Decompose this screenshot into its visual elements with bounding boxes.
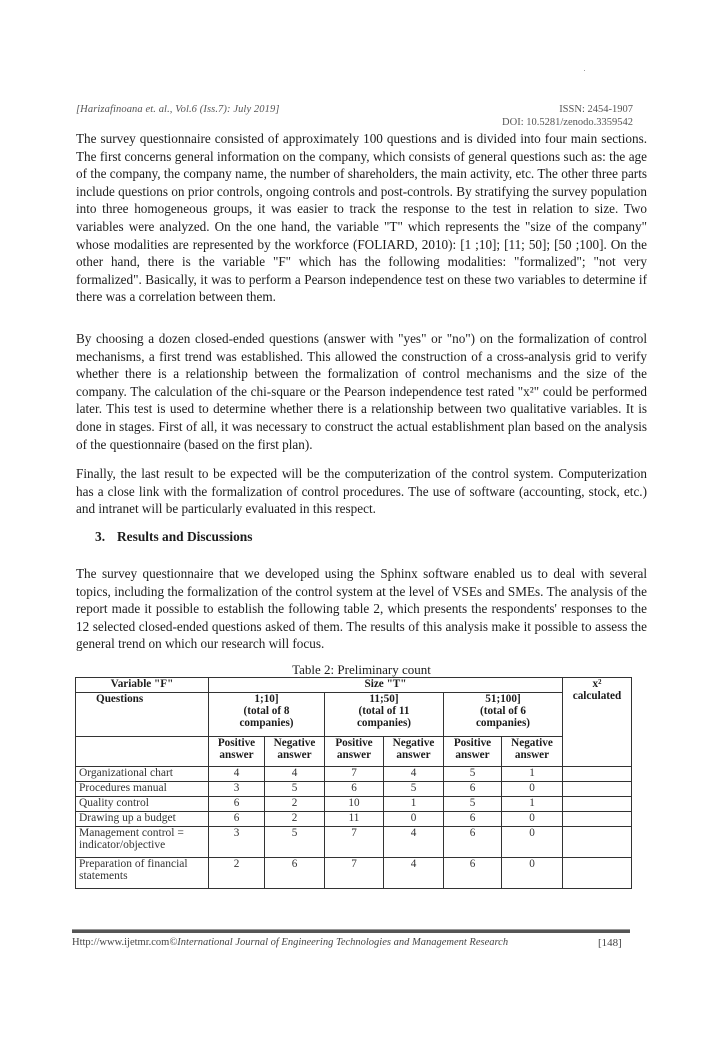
- preliminary-count-table: [75, 677, 632, 889]
- paragraph-results: The survey questionnaire that we developed using the Sphinx software enabled us to deal with several topics, including the formalization of the control system at the level of VSEs and SMEs. The analysis of the report made it possible to establish the following table 2, which presents the respondents' responses to the 12 selected closed-ended questions asked of them. The results of this analysis make it possible to assess the general trend on which our research will focus.: [76, 566, 647, 652]
- question-cell: Drawing up a budget: [76, 812, 209, 827]
- negative-count-cell: 5: [384, 782, 444, 797]
- page-number: [148]: [598, 937, 622, 949]
- question-cell: Management control = indicator/objective: [76, 827, 209, 858]
- chi-square-cell: [563, 782, 632, 797]
- variable-f-header: Variable "F": [76, 678, 209, 693]
- negative-count-cell: 0: [502, 812, 563, 827]
- chi-square-cell: [563, 858, 632, 889]
- doi: DOI: 10.5281/zenodo.3359542: [502, 116, 633, 128]
- negative-answer-header: Negative answer: [384, 737, 444, 767]
- negative-count-cell: 1: [384, 797, 444, 812]
- positive-count-cell: 7: [325, 827, 384, 858]
- negative-count-cell: 0: [502, 858, 563, 889]
- positive-count-cell: 6: [444, 827, 502, 858]
- chi-square-cell: [563, 827, 632, 858]
- chi-square-cell: [563, 797, 632, 812]
- group-range: 51;100]: [485, 693, 521, 705]
- positive-count-cell: 3: [209, 827, 265, 858]
- negative-count-cell: 4: [384, 858, 444, 889]
- negative-answer-header: Negative answer: [502, 737, 563, 767]
- chi-square-cell: [563, 767, 632, 782]
- positive-count-cell: 3: [209, 782, 265, 797]
- negative-count-cell: 4: [384, 767, 444, 782]
- group-header: [209, 693, 325, 737]
- negative-count-cell: 5: [265, 827, 325, 858]
- positive-count-cell: 2: [209, 858, 265, 889]
- issn: ISSN: 2454-1907: [559, 104, 633, 115]
- positive-count-cell: 11: [325, 812, 384, 827]
- negative-count-cell: 4: [384, 827, 444, 858]
- table-row: [76, 797, 632, 812]
- group-header: [444, 693, 563, 737]
- positive-count-cell: 5: [444, 767, 502, 782]
- table-row: [76, 827, 632, 858]
- answer-header-row: [76, 737, 632, 767]
- paragraph-cross-analysis: By choosing a dozen closed-ended questions (answer with "yes" or "no") on the formalization of control mechanisms, a first trend was established. This allowed the construction of a cross-analysis grid to verify whether there is a relationship between the formalization of control mechanisms and the size of the company. The calculation of the chi-square or the Pearson independence test rated "x²" could be performed later. This test is used to determine whether there is a relationship between two qualitative variables. It is done in stages. First of all, it was necessary to construct the actual establishment plan based on the analysis of the questionnaire (based on the first plan).: [76, 331, 647, 452]
- paragraph-computerization: Finally, the last result to be expected will be the computerization of the control system. Computerization has a close link with the formalization of control procedures. The use of software (accounting, stock, etc.) and intranet will be particularly evaluated in this respect.: [76, 466, 647, 517]
- chi-square-cell: [563, 812, 632, 827]
- negative-count-cell: 1: [502, 767, 563, 782]
- table-row: [76, 858, 632, 889]
- positive-count-cell: 7: [325, 767, 384, 782]
- section-number: 3.: [95, 529, 106, 544]
- positive-count-cell: 6: [444, 782, 502, 797]
- table-row: [76, 782, 632, 797]
- section-heading: [95, 529, 252, 545]
- positive-count-cell: 5: [444, 797, 502, 812]
- group-total: (total of 11: [358, 705, 410, 717]
- negative-count-cell: 5: [265, 782, 325, 797]
- journal-url[interactable]: Http://www.ijetmr.com: [72, 937, 170, 948]
- empty-cell: [76, 737, 209, 767]
- group-range: 1;10]: [254, 693, 279, 705]
- footer-journal: [72, 937, 508, 948]
- negative-count-cell: 6: [265, 858, 325, 889]
- journal-name: ©International Journal of Engineering Technologies and Management Research: [169, 937, 509, 948]
- group-total: (total of 6: [480, 705, 526, 717]
- group-companies: companies): [239, 717, 294, 729]
- table-body: [76, 767, 632, 889]
- citation-header: [Harizafinoana et. al., Vol.6 (Iss.7): July 2019]: [76, 104, 280, 115]
- positive-count-cell: 7: [325, 858, 384, 889]
- question-cell: Preparation of financial statements: [76, 858, 209, 889]
- group-companies: companies): [356, 717, 412, 729]
- positive-count-cell: 6: [325, 782, 384, 797]
- group-total: (total of 8: [243, 705, 290, 717]
- chi-square-calculated: calculated: [572, 690, 622, 702]
- negative-count-cell: 0: [502, 782, 563, 797]
- negative-count-cell: 1: [502, 797, 563, 812]
- positive-count-cell: 6: [444, 858, 502, 889]
- positive-count-cell: 6: [209, 812, 265, 827]
- size-t-header: Size "T": [209, 678, 563, 693]
- paragraph-survey-method: The survey questionnaire consisted of approximately 100 questions and is divided into four main sections. The first concerns general information on the company, which consists of general questions such as: the age of the company, the company name, the number of shareholders, the main activity, etc. The other three parts include questions on prior controls, ongoing controls and post-controls. By stratifying the survey population into three homogeneous groups, it was easier to track the response to the test in relation to size. Two variables were analyzed. On the one hand, the variable "T" which represents the "size of the company" whose modalities are represented by the workforce (FOLIARD, 2010): [1 ;10]; [11; 50]; [50 ;100]. On the other hand, there is the variable "F" which has the following modalities: "formalized"; "not very formalized". Basically, it was to perform a Pearson independence test on these two variables to determine if there was a correlation between them.: [76, 131, 647, 305]
- question-cell: Procedures manual: [76, 782, 209, 797]
- group-header: [325, 693, 444, 737]
- negative-answer-header: Negative answer: [265, 737, 325, 767]
- group-companies: companies): [475, 717, 531, 729]
- positive-answer-header: Positive answer: [209, 737, 265, 767]
- section-title: Results and Discussions: [117, 529, 253, 544]
- positive-count-cell: 4: [209, 767, 265, 782]
- positive-answer-header: Positive answer: [325, 737, 384, 767]
- question-cell: Organizational chart: [76, 767, 209, 782]
- positive-count-cell: 6: [209, 797, 265, 812]
- scan-speck: [584, 70, 585, 71]
- positive-answer-header: Positive answer: [444, 737, 502, 767]
- questions-header: Questions: [76, 693, 209, 737]
- negative-count-cell: 0: [384, 812, 444, 827]
- footer-rule: [72, 930, 630, 933]
- chi-square-symbol: x²: [592, 678, 602, 690]
- table-caption: Table 2: Preliminary count: [292, 662, 431, 677]
- chi-square-header: [563, 678, 632, 767]
- question-cell: Quality control: [76, 797, 209, 812]
- issn-doi-header: [502, 104, 633, 129]
- table-row: [76, 812, 632, 827]
- negative-count-cell: 0: [502, 827, 563, 858]
- table-row: [76, 767, 632, 782]
- positive-count-cell: 10: [325, 797, 384, 812]
- group-range: 11;50]: [369, 693, 399, 705]
- negative-count-cell: 2: [265, 797, 325, 812]
- negative-count-cell: 4: [265, 767, 325, 782]
- negative-count-cell: 2: [265, 812, 325, 827]
- positive-count-cell: 6: [444, 812, 502, 827]
